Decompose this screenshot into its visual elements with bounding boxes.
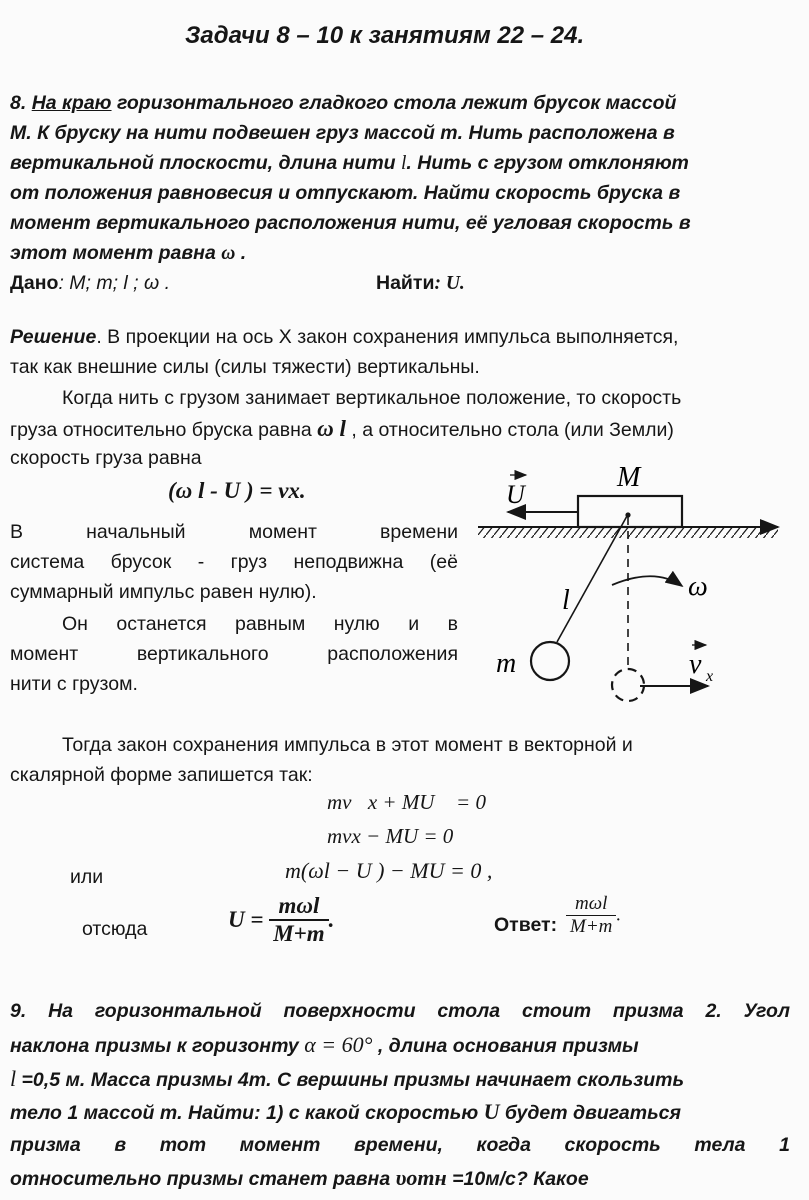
problem-9-line-5: призма в тот момент времени, когда скорость тела 1 (10, 1134, 790, 1156)
relative-velocity-symbol: υотн (395, 1165, 447, 1190)
solution-line-11: нити с грузом. (10, 673, 138, 695)
result-numerator: mωl (269, 893, 328, 921)
solution-line-2: так как внешние силы (силы тяжести) вертикальны. (10, 356, 480, 378)
label-omega: ω (688, 571, 708, 602)
hence-label: отсюда (82, 918, 148, 940)
solution-text: груза относительно бруска равна (10, 419, 318, 441)
block-M (578, 496, 682, 527)
problem-8-line-2: M. К бруску на нити подвешен груз массой m. Нить расположена в (10, 122, 675, 144)
result-fraction (269, 893, 328, 947)
or-label: или (70, 866, 104, 888)
solution-line-4 (10, 413, 674, 446)
problem-text: относительно призмы станет равна (10, 1168, 396, 1190)
problem-lead: На краю (31, 92, 112, 114)
problem-8-line-6 (10, 238, 246, 269)
solution-line-13: скалярной форме запишется так: (10, 764, 313, 786)
given-line (10, 268, 170, 299)
equation-expanded: m(ωl − U ) − MU = 0 , (285, 858, 493, 883)
length-symbol: l (401, 153, 407, 174)
answer-formula: $\frac{\text{mωl}}{M+m}$ . (566, 893, 621, 938)
velocity-U-symbol: U (483, 1099, 500, 1124)
problem-text: тело 1 массой m. Найти: 1) с какой скоростью (10, 1102, 484, 1124)
solution-line-3: Когда нить с грузом занимает вертикальное положение, то скорость (62, 387, 682, 409)
result-denominator: M+m (273, 921, 325, 946)
label-vx: v (689, 649, 702, 680)
problem-9-line-3 (10, 1064, 800, 1095)
omega-l-symbol: ω l (317, 416, 346, 441)
answer-numerator: mωl (566, 893, 616, 916)
problem-text: =0,5 м. Масса призмы 4m. С вершины призмы начинает скользить (16, 1069, 685, 1091)
solution-line-9: Он останется равным нулю и в (62, 613, 458, 635)
label-m: m (496, 648, 517, 679)
solution-line-6: В начальный момент времени (10, 521, 458, 543)
problem-9-line-2 (10, 1030, 790, 1061)
solution-text: . В проекции на ось X закон сохранения импульса выполняется, (96, 326, 679, 348)
problem-9-line-1: 9. На горизонтальной поверхности стола стоит призма 2. Угол (10, 1000, 790, 1022)
solution-line-8: суммарный импульс равен нулю). (10, 581, 317, 603)
problem-text: наклона призмы к горизонту (10, 1035, 305, 1057)
problem-text: будет двигаться (499, 1102, 682, 1124)
solution-line-5: скорость груза равна (10, 447, 202, 469)
mass-vertical-dashed-circle (612, 669, 644, 701)
solution-text: , а относительно стола (или Земли) (345, 419, 674, 441)
solution-line-1 (10, 322, 678, 353)
problem-9-line-6 (10, 1163, 800, 1194)
omega-arc-arrow (612, 576, 682, 586)
answer-line: Ответ: (494, 914, 558, 936)
equation-vector: mv⃗x + MU⃗ = 0 (327, 790, 486, 814)
problem-text: =10м/с? Какое (446, 1168, 589, 1190)
result-formula: U = $\frac{\text{mωl}}{M+m}$ . (228, 893, 335, 946)
label-M: M (617, 462, 641, 493)
answer-label: Ответ (494, 914, 551, 936)
solution-line-12: Тогда закон сохранения импульса в этот момент в векторной и (62, 734, 633, 756)
answer-fraction (566, 893, 616, 938)
omega-symbol: ω (221, 243, 236, 264)
problem-8-line-1 (10, 88, 800, 118)
problem-text: вертикальной плоскости, длина нити (10, 152, 401, 174)
equation-scalar: mvx − MU = 0 (327, 824, 454, 848)
problem-number: 8. (10, 92, 27, 114)
length-symbol: l (10, 1066, 17, 1091)
label-l: l (562, 585, 570, 616)
mass-m-circle (531, 642, 569, 680)
solution-label: Решение (10, 326, 97, 348)
problem-text: , длина основания призмы (372, 1035, 639, 1057)
problem-text: этот момент равна (10, 242, 222, 264)
physics-diagram (470, 455, 800, 725)
problem-text: . (235, 242, 247, 264)
problem-8-line-4: от положения равновесия и отпускают. Найти скорость бруска в (10, 182, 681, 204)
solution-line-7: система брусок - груз неподвижна (её (10, 551, 458, 573)
angle-symbol: α = 60° (304, 1032, 373, 1057)
result-lhs: U = (228, 907, 264, 932)
find-line (376, 268, 465, 299)
solution-line-10: момент вертикального расположения (10, 643, 458, 665)
find-label: Найти (376, 272, 435, 294)
label-U: U (506, 480, 525, 509)
problem-9-line-4 (10, 1097, 800, 1128)
find-value: : U. (434, 273, 465, 294)
equation-vx: (ω l - U ) = vx. (168, 478, 306, 503)
problem-8-line-5: момент вертикального расположения нити, её угловая скорость в (10, 212, 691, 234)
given-values: : M; m; l ; ω . (58, 272, 171, 294)
problem-8-line-3 (10, 148, 689, 179)
answer-denominator: M+m (570, 916, 613, 937)
problem-text: . Нить с грузом отклоняют (406, 152, 689, 174)
given-label: Дано (10, 272, 59, 294)
label-vx-subscript: x (706, 668, 714, 685)
problem-text: горизонтального гладкого стола лежит брусок массой (111, 92, 677, 114)
page-title: Задачи 8 – 10 к занятиям 22 – 24. (185, 22, 585, 49)
